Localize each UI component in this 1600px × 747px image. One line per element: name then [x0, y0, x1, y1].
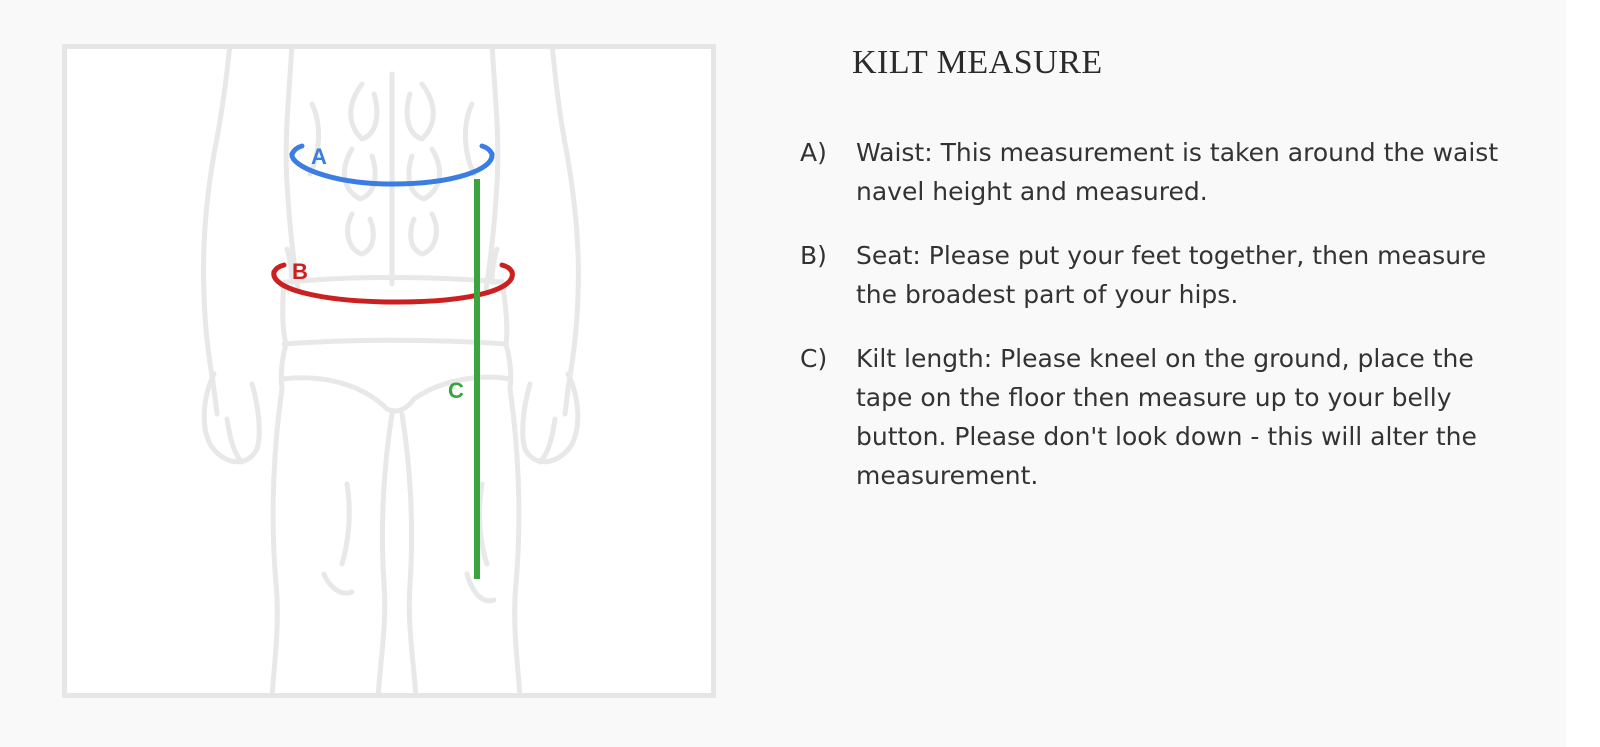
instruction-list	[800, 133, 1500, 520]
instruction-item-b	[800, 236, 1500, 314]
page-title: KILT MEASURE	[852, 44, 1103, 81]
body-outline-icon	[204, 44, 579, 698]
page-right-edge	[1566, 0, 1600, 747]
instruction-letter: A)	[800, 138, 827, 167]
instruction-letter: B)	[800, 241, 827, 270]
instruction-text: Seat: Please put your feet together, then measure the broadest part of your hips.	[856, 241, 1487, 309]
label-a: A	[311, 144, 327, 169]
instruction-text: Kilt length: Please kneel on the ground, place the tape on the floor then measure up to your belly button. Please don't look down - this will alter the measurement.	[856, 344, 1477, 490]
instruction-item-c	[800, 339, 1500, 495]
diagram-svg	[62, 44, 716, 698]
label-b: B	[292, 259, 308, 284]
instruction-text: Waist: This measurement is taken around the waist navel height and measured.	[856, 138, 1499, 206]
instruction-item-a	[800, 133, 1500, 211]
measurement-diagram	[62, 44, 716, 698]
instruction-letter: C)	[800, 344, 828, 373]
label-c: C	[448, 378, 464, 403]
